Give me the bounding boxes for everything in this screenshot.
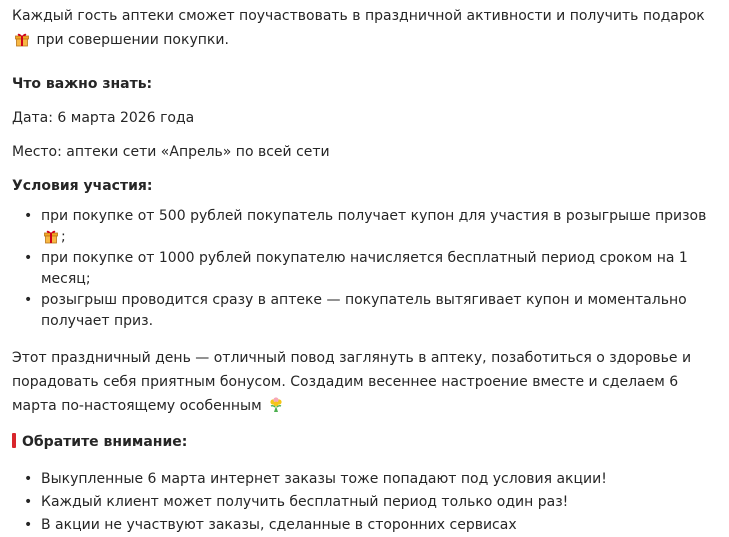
- attention-text: Каждый клиент может получить бесплатный период только один раз!: [41, 494, 569, 510]
- gift-icon: [43, 228, 59, 244]
- bullet: •: [24, 471, 33, 487]
- exclamation-icon: [12, 433, 16, 448]
- closing-text: Этот праздничный день — отличный повод заглянуть в аптеку, позаботиться о здоровье и порадовать себя приятным бонусом. Создадим весеннее настроение вместе и сделаем 6 марта по-настоящему особенным: [12, 350, 692, 414]
- list-item: [12, 206, 724, 248]
- announcement-body: [12, 4, 724, 537]
- place-line: Место: аптеки сети «Апрель» по всей сети: [12, 144, 330, 160]
- attention-text: В акции не участвуют заказы, сделанные в сторонних сервисах: [41, 517, 517, 533]
- bullet: •: [24, 494, 33, 510]
- intro-text: Каждый гость аптеки сможет поучаствовать в праздничной активности и получить подарок: [12, 8, 705, 24]
- attention-text: Выкупленные 6 марта интернет заказы тоже попадают под условия акции!: [41, 471, 607, 487]
- bouquet-icon: [268, 397, 284, 413]
- conditions-list: [12, 206, 724, 332]
- conditions-heading: Условия участия:: [12, 178, 153, 194]
- attention-list: [12, 468, 724, 537]
- attention-heading: Обратите внимание:: [22, 434, 188, 450]
- condition-text: при покупке от 500 рублей покупатель получает купон для участия в розыгрыше призов: [41, 208, 707, 224]
- condition-text: при покупке от 1000 рублей покупателю начисляется бесплатный период сроком на 1 месяц;: [41, 250, 688, 287]
- list-item: [12, 248, 724, 290]
- list-item: [12, 514, 724, 537]
- bullet: •: [24, 292, 33, 308]
- gift-icon: [14, 31, 30, 47]
- attention-heading-line: [12, 430, 724, 454]
- list-item: [12, 491, 724, 514]
- important-heading: Что важно знать:: [12, 76, 153, 92]
- list-item: [12, 468, 724, 491]
- intro-paragraph: [12, 4, 724, 52]
- intro-text-end: при совершении покупки.: [36, 32, 229, 48]
- bullet: •: [24, 517, 33, 533]
- closing-paragraph: [12, 346, 724, 418]
- bullet: •: [24, 208, 33, 224]
- condition-suffix: ;: [61, 229, 66, 245]
- bullet: •: [24, 250, 33, 266]
- date-line: Дата: 6 марта 2026 года: [12, 110, 195, 126]
- condition-text: розыгрыш проводится сразу в аптеке — покупатель вытягивает купон и моментально получает приз.: [41, 292, 687, 329]
- list-item: [12, 290, 724, 332]
